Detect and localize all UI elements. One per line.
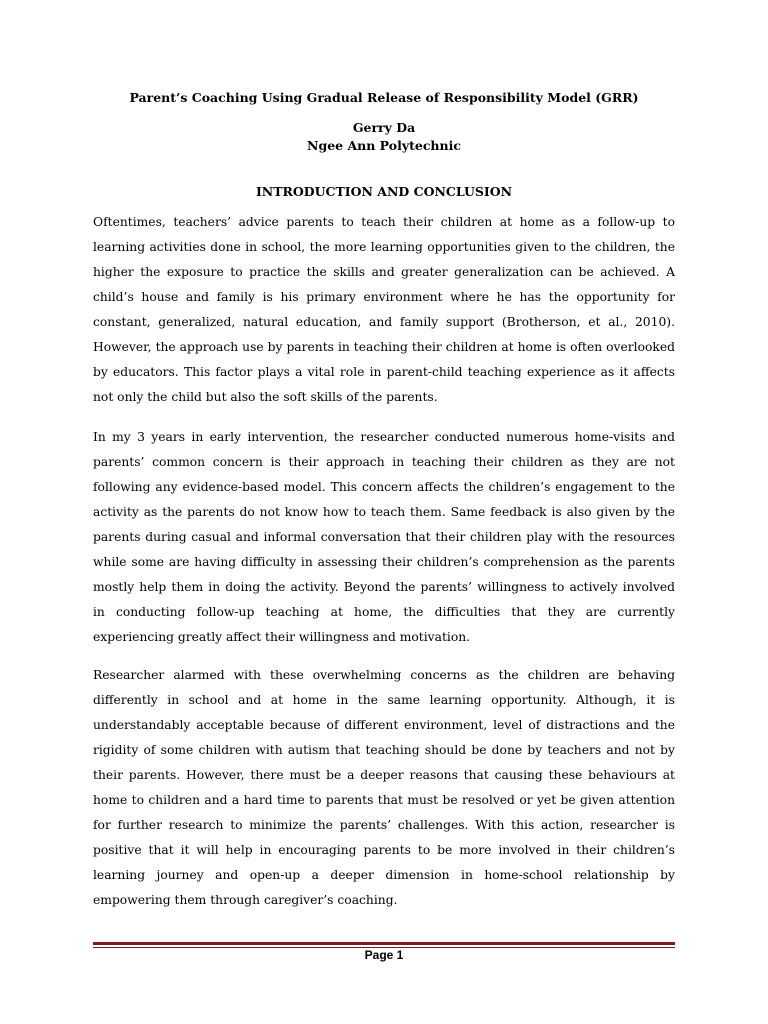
page-number: Page 1 (364, 948, 404, 962)
document-title: Parent’s Coaching Using Gradual Release of Responsibility Model (GRR) (129, 90, 639, 105)
paragraph-3: Researcher alarmed with these overwhelming concerns as the children are behaving differently in school and at home in the same learning opportunity. Although, it is understandably acceptable because of different environment, level of distractions and the rigidity of some children with autism that teaching should be done by teachers and not by their parents. However, there must be a deeper reasons that causing these behaviours at home to children and a hard time to parents that must be resolved or yet be given attention for further research to minimize the parents’ challenges. With this action, researcher is positive that it will help in encouraging parents to be more involved in their children’s learning journey and open-up a deeper dimension in home-school relationship by empowering them through caregiver’s coaching. (93, 668, 675, 907)
author-name: Gerry Da (352, 120, 416, 135)
section-heading: INTRODUCTION AND CONCLUSION (255, 184, 513, 199)
paragraph-2: In my 3 years in early intervention, the researcher conducted numerous home-visits and parents’ common concern is their approach in teaching their children as they are not following any evidence-based model. This concern affects the children’s engagement to the activity as the parents do not know how to teach them. Same feedback is also given by the parents during casual and informal conversation that their children play with the resources while some are having difficulty in assessing their children’s comprehension as the parents mostly help them in doing the activity. Beyond the parents’ willingness to actively involved in conducting follow-up teaching at home, the difficulties that they are currently experiencing greatly affect their willingness and motivation. (93, 430, 675, 644)
paragraph-1: Oftentimes, teachers’ advice parents to teach their children at home as a follow-up to learning activities done in school, the more learning opportunities given to the children, the higher the exposure to practice the skills and greater generalization can be achieved. A child’s house and family is his primary environment where he has the opportunity for constant, generalized, natural education, and family support (Brotherson, et al., 2010). However, the approach use by parents in teaching their children at home is often overlooked by educators. This factor plays a vital role in parent-child teaching experience as it affects not only the child but also the soft skills of the parents. (93, 215, 675, 404)
footer-divider-thick (93, 942, 675, 945)
author-affiliation: Ngee Ann Polytechnic (307, 138, 461, 153)
